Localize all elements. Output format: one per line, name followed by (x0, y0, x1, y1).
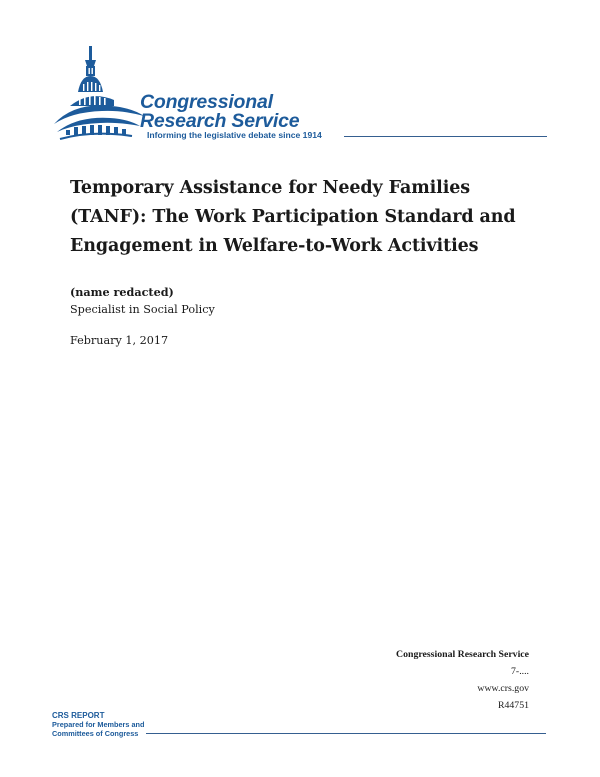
org-name-line1: Congressional (140, 91, 273, 113)
footer-line1: Prepared for Members and (52, 719, 145, 729)
crs-contact-block (396, 646, 529, 714)
crs-website: www.crs.gov (477, 683, 529, 694)
report-title: Temporary Assistance for Needy Families (TANF): The Work Participation Standard and Engagement in Welfare-to-Work Activities (70, 178, 516, 256)
org-name-line2: Research Service (140, 110, 300, 132)
org-name (140, 93, 299, 131)
footer-rule (146, 733, 546, 734)
footer-crs-report: CRS REPORT (52, 711, 105, 720)
org-tagline: Informing the legislative debate since 1914 (147, 130, 322, 140)
crs-logo (52, 44, 552, 144)
footer-label-block (52, 712, 144, 738)
author-title: Specialist in Social Policy (70, 303, 215, 316)
report-number: R44751 (497, 700, 529, 711)
header-rule (344, 136, 547, 137)
footer-line2: Committees of Congress (52, 728, 139, 738)
capitol-dome-icon (52, 44, 147, 142)
report-date: February 1, 2017 (70, 334, 169, 347)
author-name: (name redacted) (70, 285, 174, 299)
crs-phone: 7-.... (511, 666, 529, 677)
crs-name: Congressional Research Service (396, 649, 529, 660)
